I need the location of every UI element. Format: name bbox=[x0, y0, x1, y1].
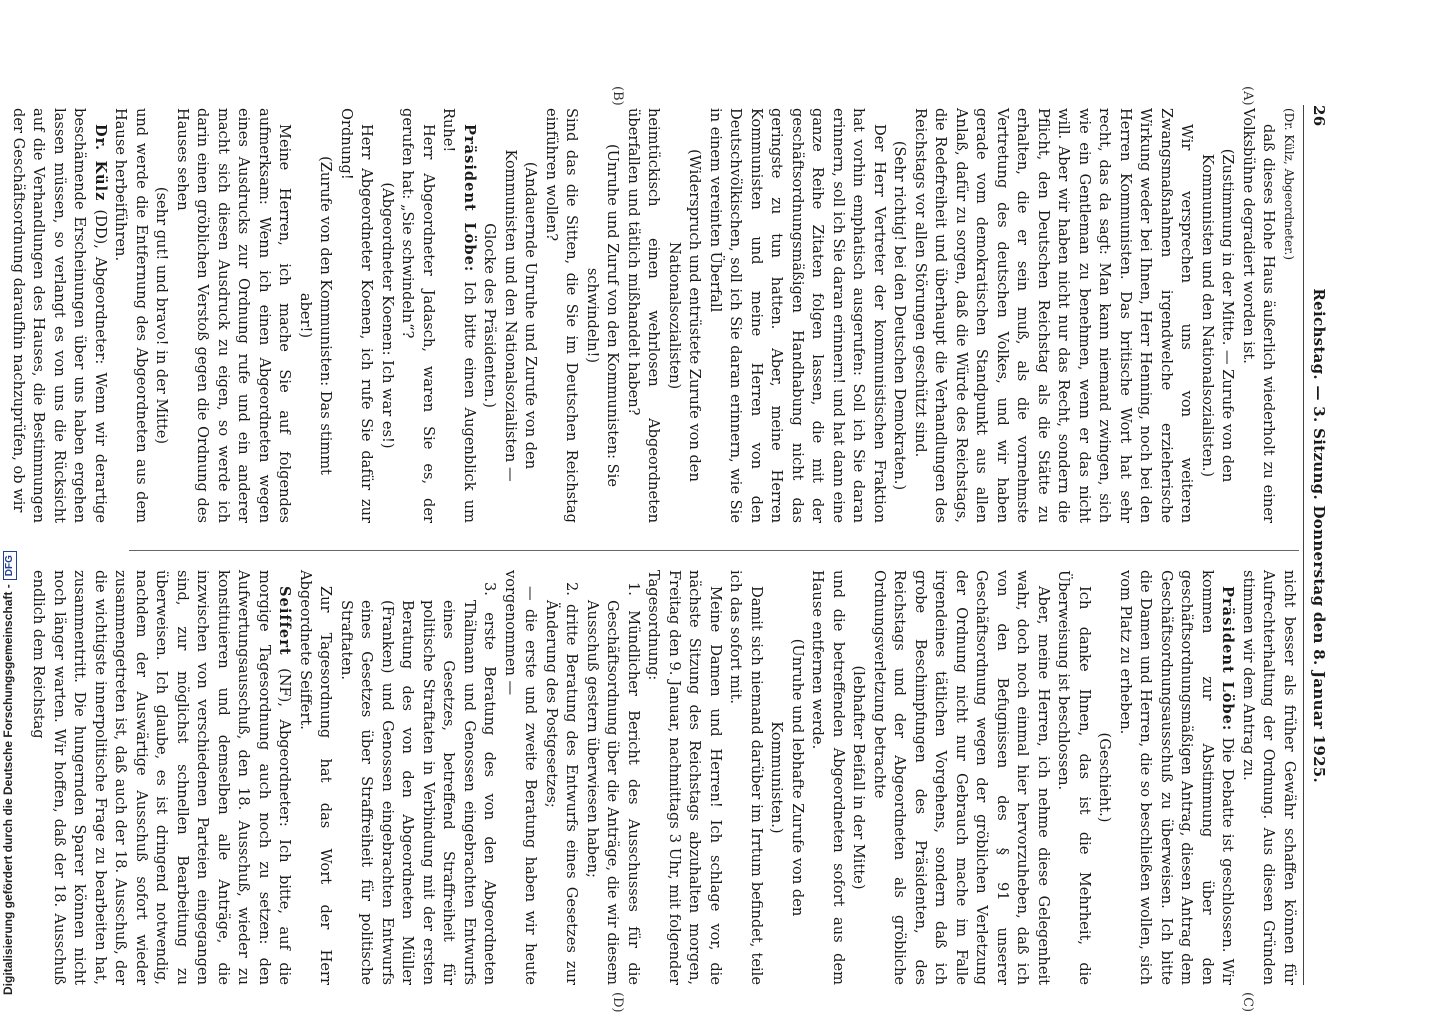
paragraph: Wir versprechen uns von weiteren Zwangsmaßnahmen irgendwelche erzieherische Wirkung weder bei Ihnen, Herr Henning, noch bei den Herren Kommunisten. Das britische Wort hat sehr recht, das da sagt: Man kann niemand zwingen, sich wie ein Gentleman zu benehmen, wenn er das nicht will. Aber wir haben nicht nur das Recht, sondern die Pflicht, den Deutschen Reichstag als die Stätte zu erhalten, die er sein muß, als die vornehmste Vertretung des deutschen Volkes, und wir haben gerade vom demokratischen Standpunkt aus allen Anlaß, dafür zu sorgen, daß die Würde des Reichstags, die Redefreiheit und überhaupt die Verhandlungen des Reichstags vor allen Störungen geschützt sind. bbox=[912, 108, 1196, 523]
paragraph: Der Herr Vertreter der kommunistischen Fraktion hat vorhin emphatisch ausgerufen: Soll ich Sie daran erinnern, soll ich Sie daran erinnern! und hat dann eine ganze Reihe Zitaten folgen lassen, die mit der geschäftsordnungsmäßigen Handhabung nicht das geringste zu tun hatten. Aber, meine Herren Kommunisten und meine Herren von den Deutschvölkischen, soll ich Sie daran erinnern, wie Sie in einem vereinten Überfall bbox=[707, 108, 888, 523]
paragraph: Sind das die Sitten, die Sie im Deutschen Reichstag einführen wollen? bbox=[543, 108, 581, 523]
speech-paragraph bbox=[8, 108, 111, 523]
margin-mark-a: (A) bbox=[1240, 86, 1255, 106]
agenda-item: 1. Mündlicher Bericht des Ausschusses für die Geschäftsordnung über die Anträge, die wir diesem Ausschuß gestern überwiesen haben; bbox=[584, 582, 642, 985]
digitization-credit bbox=[1, 551, 17, 995]
page-number: 26 bbox=[1310, 105, 1328, 127]
speech-paragraph bbox=[1115, 570, 1238, 985]
margin-mark-d: (D) bbox=[610, 992, 625, 1013]
left-column bbox=[8, 108, 1300, 523]
speech-text: Ich bitte einen Augenblick um Ruhe! bbox=[440, 108, 478, 523]
interjection: (Sehr richtig! bei den Deutschen Demokraten.) bbox=[891, 140, 909, 491]
dfg-logo: DFG bbox=[3, 551, 17, 580]
speaker-continuation: (Dr. Külz, Abgeordneter.) bbox=[1282, 108, 1296, 261]
paragraph: Meine Damen und Herren! Ich schlage vor, die nächste Sitzung des Reichstags abzuhalten morgen, Freitag den 9. Januar, nachmittags 3 Uhr, mit folgender Tagesordnung: bbox=[645, 570, 724, 985]
speech-text: (DD), Abgeordneter: Wenn wir derartige beschämende Erscheinungen über uns haben ergehen lassen müssen, so verlangt es von uns die Rücksicht auf die Verhandlungen des Hauses, die Bestimmungen der Geschäftsordnung daraufhin nachzuprüfen, ob wir bbox=[10, 108, 109, 523]
column-divider bbox=[129, 550, 1299, 551]
interjection: (Abgeordneter Koenen: Ich war es!) bbox=[379, 182, 396, 449]
interjection: (lebhafter Beifall in der Mitte) bbox=[850, 665, 868, 890]
paragraph: Meine Herren, ich mache Sie auf folgendes aufmerksam: Wenn ich einen Abgeordneten wegen eines Ausdrucks zur Ordnung rufe und ein anderer macht sich diesen Ausdruck zu eigen, so werde ich darin einen gröblichen Verstoß gegen die Ordnung des Hauses sehen bbox=[174, 108, 294, 523]
paragraph: daß dieses Hohe Haus äußerlich wiederholt zu einer Volksbühne degradiert worden ist. bbox=[1240, 108, 1278, 523]
interjection: (Geschieht.) bbox=[1096, 732, 1114, 823]
agenda-item: 2. dritte Beratung des Entwurfs eines Gesetzes zur Änderung des Postgesetzes; bbox=[543, 582, 581, 985]
interjection: (Widerspruch und entrüstete Zurufe von den Nationalsozialisten) bbox=[666, 149, 704, 482]
paragraph: heimtückisch einen wehrlosen Abgeordneten überfallen und tätlich mißhandelt haben? bbox=[625, 108, 663, 523]
paragraph: Zur Tagesordnung hat das Wort der Herr Abgeordnete Seiffert. bbox=[297, 570, 335, 985]
interjection: (Unruhe und Zuruf von den Kommunisten: Sie schwindeln!) bbox=[584, 144, 622, 487]
paragraph: Damit sich niemand darüber im Irrtum befindet, teile ich das sofort mit. bbox=[727, 570, 765, 985]
scanned-page bbox=[10, 0, 1345, 1013]
paragraph: Herr Abgeordneter Koenen, ich rufe Sie dafür zur Ordnung! bbox=[338, 108, 376, 523]
interjection: (sehr gut! und bravo! in der Mitte) bbox=[153, 186, 171, 445]
header-rule bbox=[1303, 105, 1304, 985]
speaker-name: Seiffert bbox=[276, 586, 294, 656]
speech-text: (NF), Abgeordneter: Ich bitte, auf die morgige Tagesordnung auch noch zu setzen: den Aufwertungsausschuß, den 18. Ausschuß, wieder zu konstituieren und demselben alle Anträge, die inzwischen von verschiedenen Parteien eingegangen sind, zur möglichst schnellen Bearbeitung zu überweisen. Ich glaube, es ist dringend notwendig, nachdem der Auswärtige Ausschuß sofort wieder zusammengetreten ist, daß auch der 18. Ausschuß, der die wichtigste innerpolitische Frage zu bearbeiten hat, zusammentritt. Die hungernden Sparer können nicht noch länger warten. Wir hoffen, daß der 18. Ausschuß endlich dem Reichstag bbox=[30, 570, 294, 985]
interjection: (Zurufe von den Kommunisten: Das stimmt aber!) bbox=[297, 156, 335, 475]
speaker-name: Dr. Külz bbox=[92, 124, 109, 202]
paragraph: und die betreffenden Abgeordneten sofort aus dem Hause entfernen werde. bbox=[809, 570, 847, 985]
credit-text: Digitalisierung gefördert durch die Deutsche Forschungsgemeinschaft - bbox=[1, 584, 15, 995]
paragraph: Ich danke Ihnen, das ist die Mehrheit, die Überweisung ist beschlossen. bbox=[1055, 570, 1093, 985]
agenda-item: 3. erste Beratung des von den Abgeordneten Thälmann und Genossen eingebrachten Entwurfs eines Gesetzes, betreffend Straffreiheit für politische Straftaten in Verbindung mit der ersten Beratung des von den Abgeordneten Müller (Franken) und Genossen eingebrachten Entwurfs eines Gesetzes über Straffreiheit für politische Straftaten. bbox=[338, 582, 499, 985]
interjection: (Unruhe und lebhafte Zurufe von den Kommunisten.) bbox=[768, 638, 806, 917]
interjection: (Zustimmung in der Mitte. — Zurufe von den Kommunisten und den Nationalsozialisten.) bbox=[1199, 148, 1237, 483]
right-column bbox=[28, 570, 1299, 985]
interjection: (Andauernde Unruhe und Zurufe von den Kommunisten und den Nationalsozialisten — Glocke des Präsidenten.) bbox=[481, 149, 540, 482]
paragraph: Aber, meine Herren, ich nehme diese Gelegenheit wahr, doch noch einmal hier hervorzuheben, daß ich von den Befugnissen des § 91 unserer Geschäftsordnung wegen der gröblichen Verletzung der Ordnung nicht nur Gebrauch mache im Falle irgendeines tätlichen Vorgehens, sondern daß ich grobe Beschimpfungen des Präsidenten, des Reichstags und der Abgeordneten als gröbliche Ordnungsverletzung betrachte bbox=[871, 570, 1052, 985]
paragraph: und werde die Entfernung des Abgeordneten aus dem Hause herbeiführen. bbox=[112, 108, 150, 523]
running-header bbox=[1307, 105, 1329, 985]
margin-mark-b: (B) bbox=[610, 86, 625, 106]
speaker-name: Präsident Löbe: bbox=[461, 124, 478, 273]
paragraph: nicht besser als früher Gewähr schaffen können für Aufrechterhaltung der Ordnung. Aus diesen Gründen stimmen wir dem Antrag zu. bbox=[1240, 570, 1298, 985]
paragraph: — die erste und zweite Beratung haben wir heute vorgenommen — bbox=[502, 570, 540, 985]
speech-text: Die Debatte ist geschlossen. Wir kommen zur Abstimmung über den geschäftsordnungsmäßigen Antrag, diesen Antrag dem Geschäftsordnungsausschuß zu überweisen. Ich bitte die Damen und Herren, die so beschließen wollen, sich vom Platz zu erheben. bbox=[1117, 570, 1237, 986]
running-title: Reichstag. — 3. Sitzung. Donnerstag den 8. Januar 1925. bbox=[1310, 288, 1328, 784]
speech-paragraph bbox=[28, 570, 295, 985]
margin-mark-c: (C) bbox=[1240, 992, 1255, 1013]
paragraph: Herr Abgeordneter Jadasch, waren Sie es, der gerufen hat: „Sie schwindeln“? bbox=[399, 108, 437, 523]
speaker-name: Präsident Löbe: bbox=[1219, 586, 1237, 732]
speech-paragraph bbox=[438, 108, 479, 523]
